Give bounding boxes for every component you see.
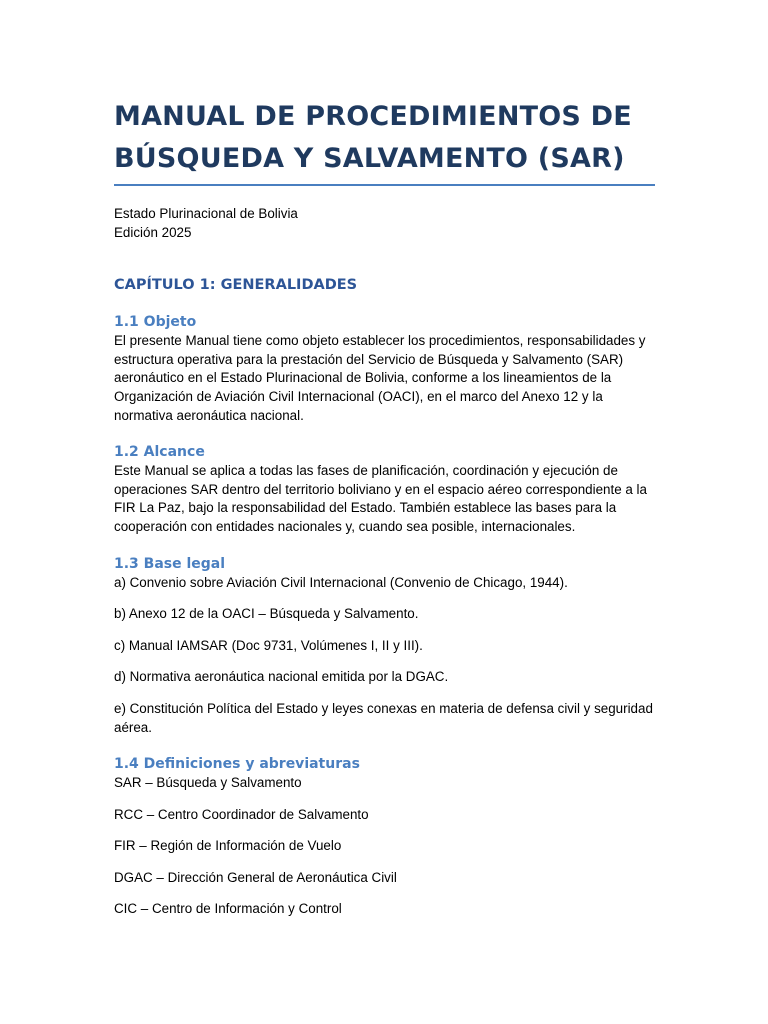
list-item: b) Anexo 12 de la OACI – Búsqueda y Salvamento. (114, 606, 419, 622)
list-item: d) Normativa aeronáutica nacional emitida por la DGAC. (114, 669, 449, 685)
issuer-line: Estado Plurinacional de Bolivia (114, 206, 298, 221)
document-title: MANUAL DE PROCEDIMIENTOS DE BÚSQUEDA Y SALVAMENTO (SAR) (114, 96, 655, 186)
list-item: DGAC – Dirección General de Aeronáutica Civil (114, 869, 397, 885)
list-item: FIR – Región de Información de Vuelo (114, 838, 342, 854)
chapter-heading: CAPÍTULO 1: GENERALIDADES (114, 277, 358, 294)
list-item: CIC – Centro de Información y Control (114, 901, 342, 917)
section-heading-alcance: 1.2 Alcance (114, 444, 205, 461)
list-item: a) Convenio sobre Aviación Civil Internacional (Convenio de Chicago, 1944). (114, 574, 568, 590)
base-legal-list (114, 574, 655, 738)
section-body-objeto: El presente Manual tiene como objeto establecer los procedimientos, responsabilidades y estructura operativa para la prestación del Servicio de Búsqueda y Salvamento (SAR) aeronáutico en el Estado Plurinacional de Bolivia, conforme a los lineamientos de la Organización de Aviación Civil Internacional (OACI), en el marco del Anexo 12 y la normativa aeronáutica nacional. (114, 333, 646, 423)
section-body-alcance: Este Manual se aplica a todas las fases de planificación, coordinación y ejecución de operaciones SAR dentro del territorio boliviano y en el espacio aéreo correspondiente a la FIR La Paz, bajo la responsabilidad del Estado. También establece las bases para la cooperación con entidades nacionales y, cuando sea posible, internacionales. (114, 463, 647, 534)
list-item: RCC – Centro Coordinador de Salvamento (114, 806, 369, 822)
section-heading-base-legal: 1.3 Base legal (114, 555, 226, 572)
section-heading-objeto: 1.1 Objeto (114, 314, 197, 331)
definitions-list (114, 774, 655, 919)
list-item: SAR – Búsqueda y Salvamento (114, 775, 302, 791)
section-heading-definiciones: 1.4 Definiciones y abreviaturas (114, 756, 360, 773)
list-item: c) Manual IAMSAR (Doc 9731, Volúmenes I, II y III). (114, 637, 423, 653)
edition-line: Edición 2025 (114, 224, 192, 240)
document-meta (114, 205, 655, 242)
document-page (114, 96, 655, 919)
list-item: e) Constitución Política del Estado y leyes conexas en materia de defensa civil y seguridad aérea. (114, 700, 653, 735)
